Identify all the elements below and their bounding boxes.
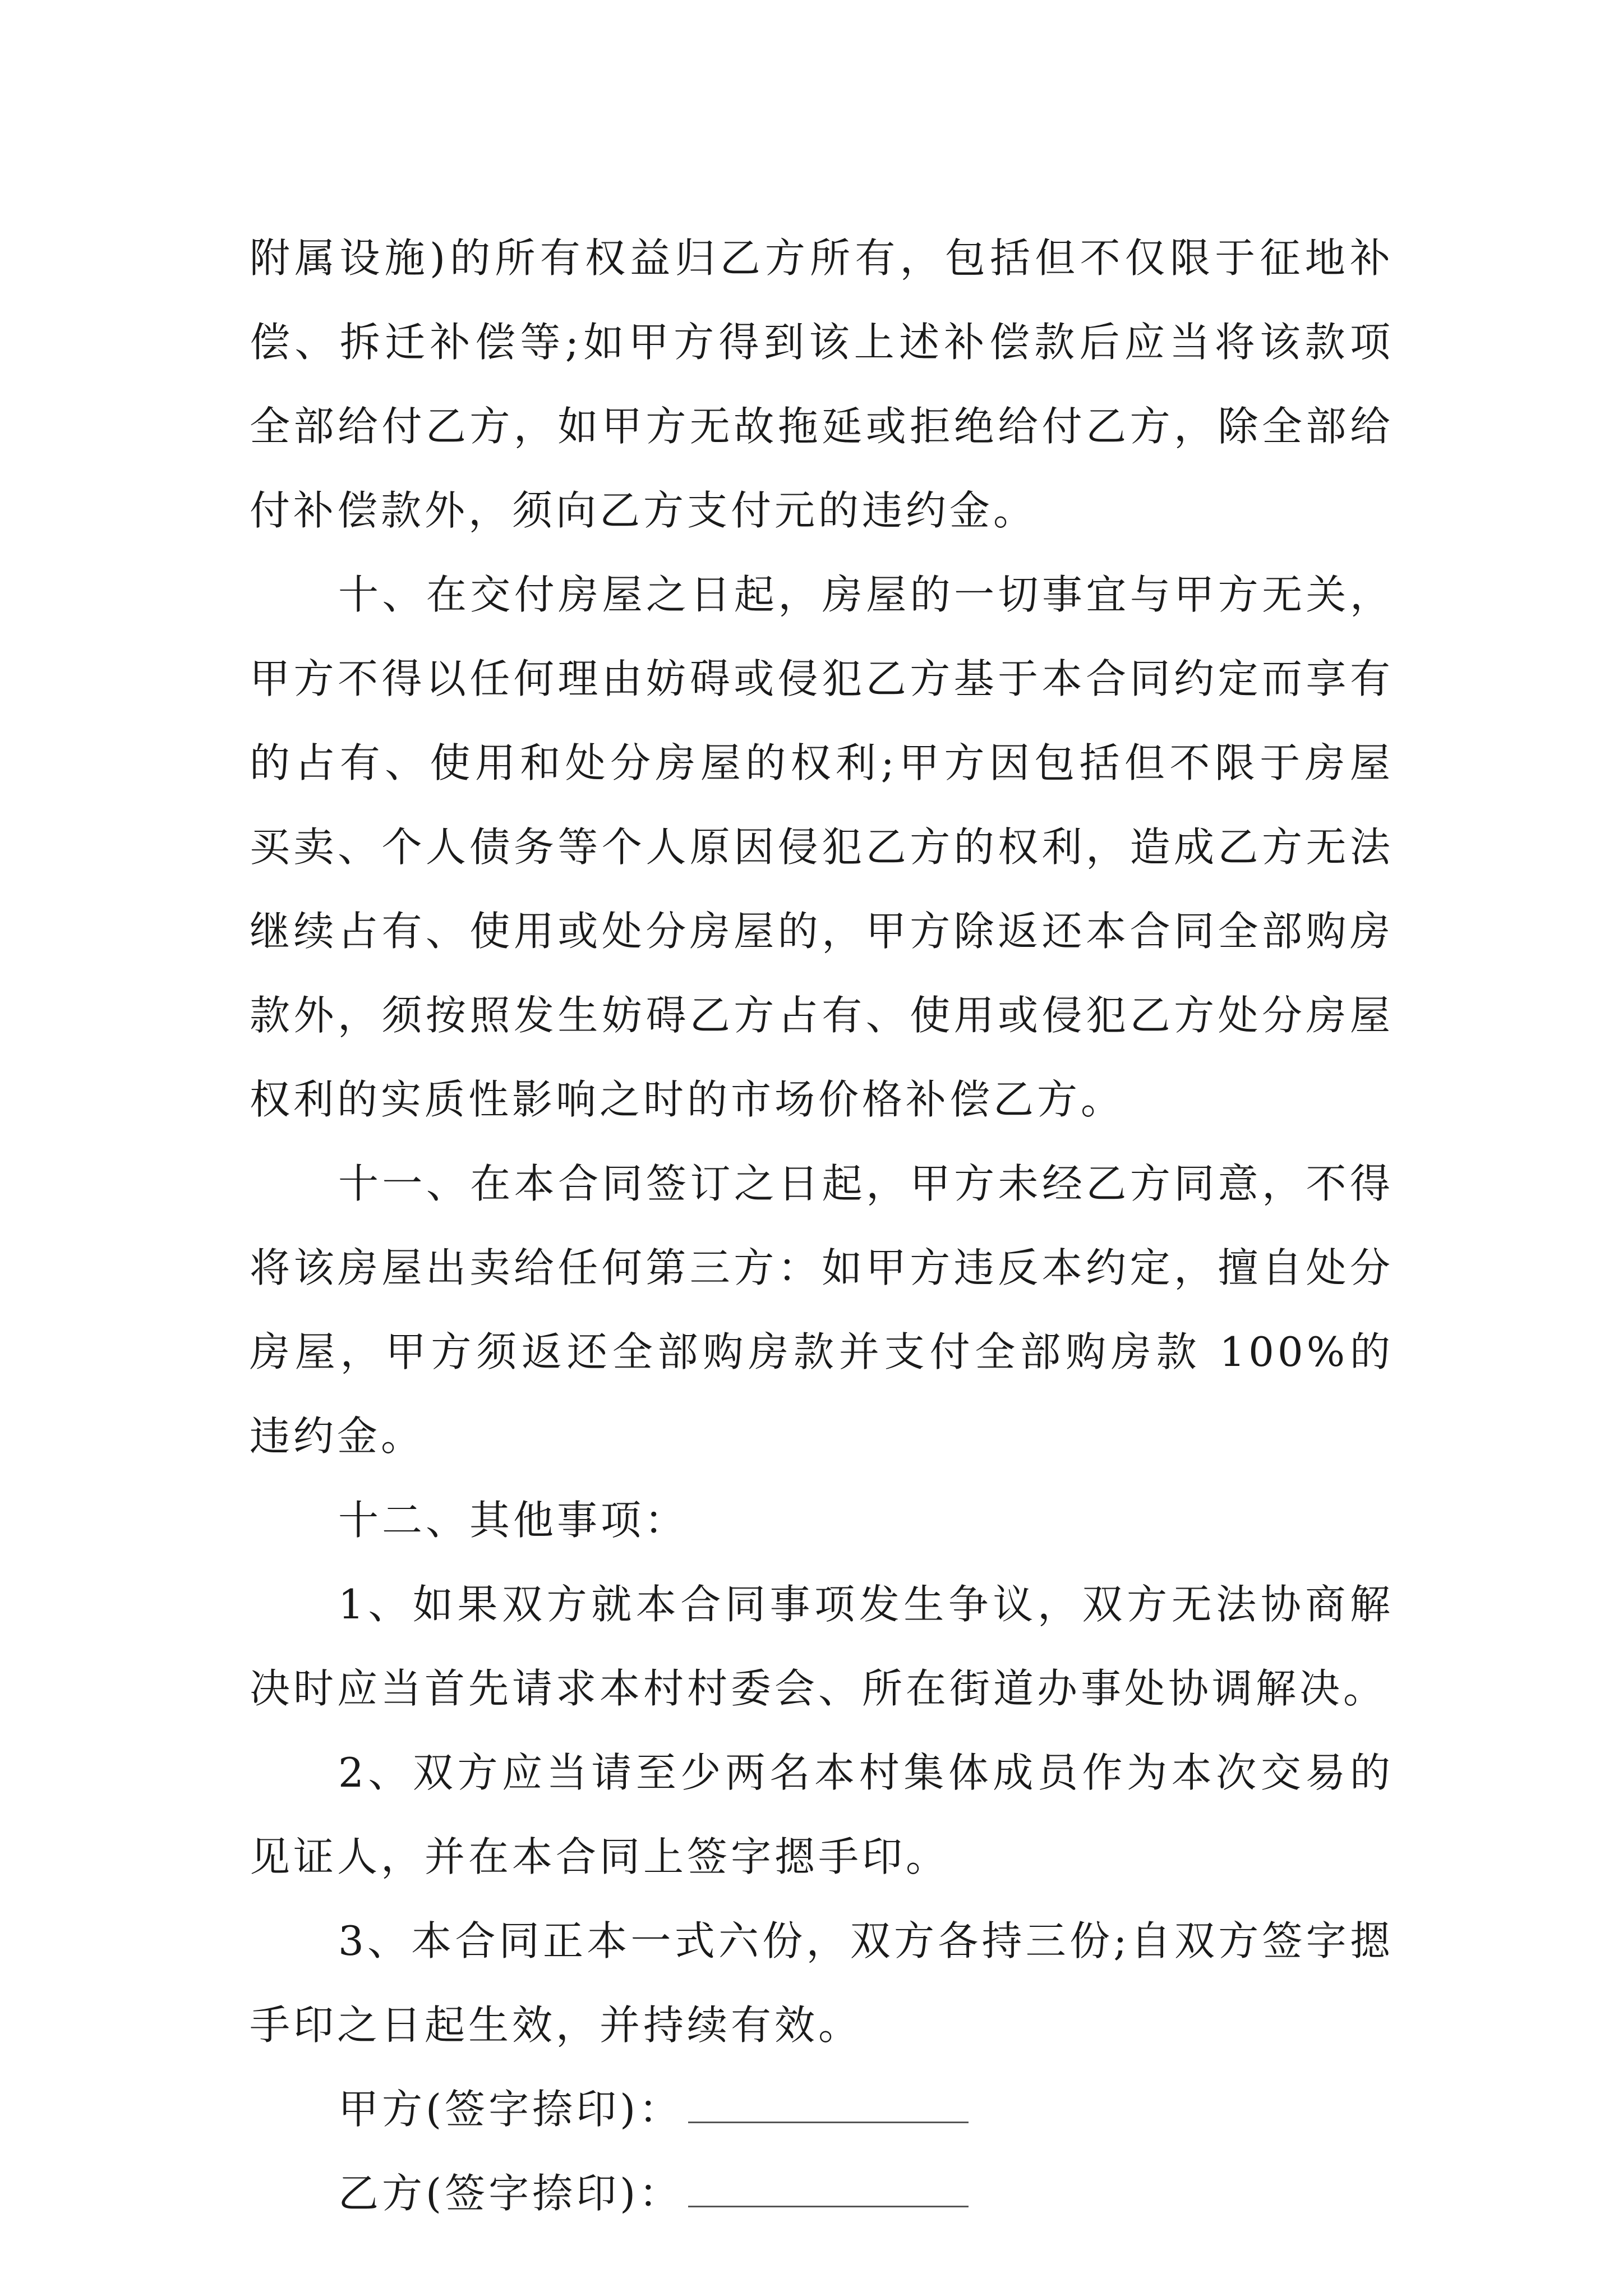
paragraph-item-3: 3、本合同正本一式六份，双方各持三份;自双方签字摁手印之日起生效，并持续有效。: [250, 1917, 1394, 2049]
signature-line-party-b[interactable]: [688, 2175, 969, 2207]
signature-label-party-a: 甲方(签字捺印)：: [338, 2086, 683, 2133]
signature-label-party-b: 乙方(签字捺印)：: [338, 2170, 683, 2217]
signature-line-party-a[interactable]: [688, 2091, 969, 2123]
document-body: [250, 216, 1394, 2235]
paragraph-attachment-rights: 附属设施)的所有权益归乙方所有，包括但不仅限于征地补偿、拆迁补偿等;如甲方得到该上述补偿款后应当将该款项全部给付乙方，如甲方无故拖延或拒绝给付乙方，除全部给付补偿款外，须向乙方支付元的违约金。: [250, 234, 1394, 534]
paragraph-item-2: 2、双方应当请至少两名本村集体成员作为本次交易的见证人，并在本合同上签字摁手印。: [250, 1749, 1394, 1880]
paragraph-clause-10: 十、在交付房屋之日起，房屋的一切事宜与甲方无关，甲方不得以任何理由妨碍或侵犯乙方基于本合同约定而享有的占有、使用和处分房屋的权利;甲方因包括但不限于房屋买卖、个人债务等个人原因侵犯乙方的权利，造成乙方无法继续占有、使用或处分房屋的，甲方除返还本合同全部购房款外，须按照发生妨碍乙方占有、使用或侵犯乙方处分房屋权利的实质性影响之时的市场价格补偿乙方。: [250, 571, 1394, 1123]
signature-row-party-b: [250, 2151, 1394, 2235]
paragraph-clause-11: 十一、在本合同签订之日起，甲方未经乙方同意，不得将该房屋出卖给任何第三方：如甲方违反本约定，擅自处分房屋，甲方须返还全部购房款并支付全部购房款 100%的违约金。: [250, 1160, 1394, 1460]
paragraph-item-1: 1、如果双方就本合同事项发生争议，双方无法协商解决时应当首先请求本村村委会、所在街道办事处协调解决。: [250, 1581, 1394, 1712]
signature-row-party-a: [250, 2067, 1394, 2151]
paragraph-clause-12-heading: 十二、其他事项：: [338, 1497, 689, 1544]
